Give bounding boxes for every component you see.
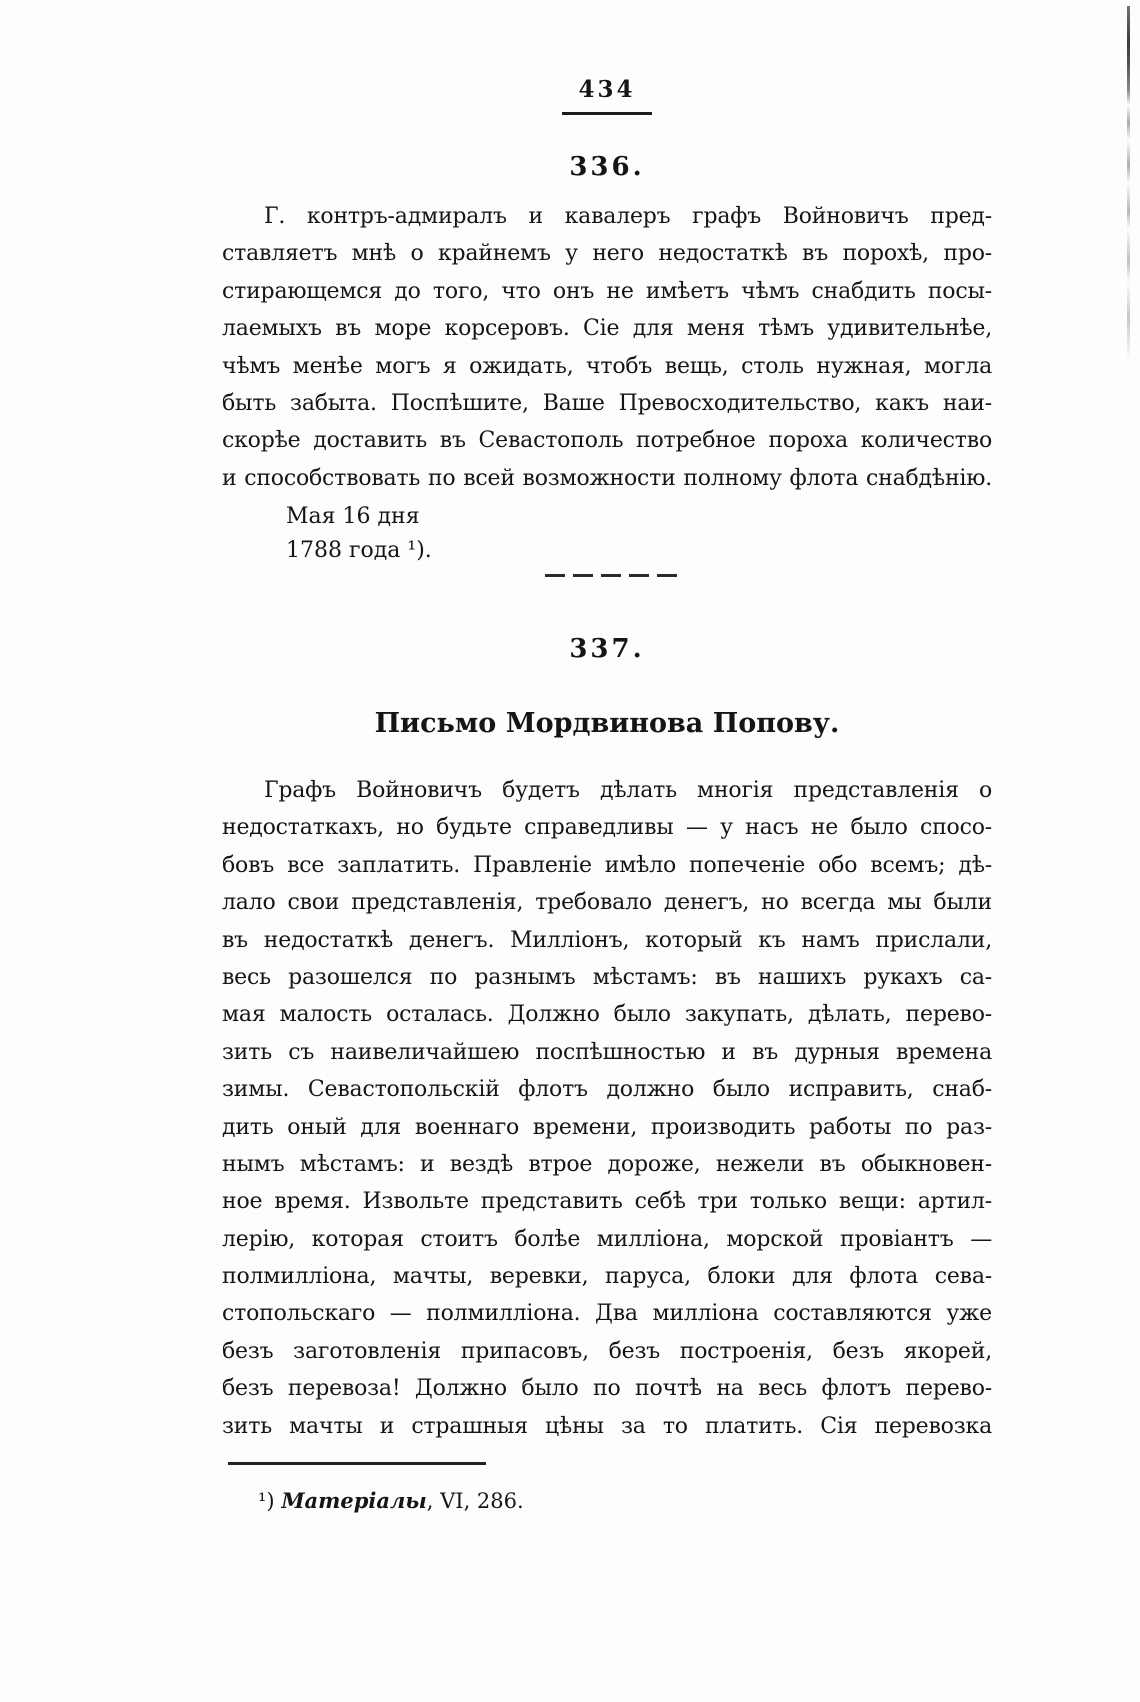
- text-line: лаемыхъ въ море корсеровъ. Сіе для меня тѣмъ удивительнѣе,: [222, 316, 992, 342]
- text-line: полмилліона, мачты, веревки, паруса, блоки для флота сева-: [222, 1264, 992, 1290]
- text-line: быть забыта. Поспѣшите, Ваше Превосходительство, какъ наи-: [222, 390, 992, 416]
- section-336-paragraph: [222, 198, 992, 497]
- letter-title: Письмо Мордвинова Попову.: [374, 708, 840, 739]
- footnote: [258, 1486, 978, 1516]
- text-line: зить съ наивеличайшею поспѣшностью и въ дурныя времена: [222, 1039, 992, 1065]
- text-line: стирающемся до того, что онъ не имѣетъ чѣмъ снабдить посы-: [222, 278, 992, 304]
- text-line: лало свои представленія, требовало денегъ, но всегда мы были: [222, 890, 992, 916]
- scan-artifact-line: [1127, 6, 1130, 360]
- text-line: въ недостаткѣ денегъ. Милліонъ, который къ намъ прислали,: [222, 927, 992, 953]
- page-number: 434: [562, 76, 651, 115]
- section-337-heading: 337.: [569, 634, 645, 664]
- text-line: Графъ Войновичъ будетъ дѣлать многія представленія о: [264, 778, 992, 803]
- footnote-citation: , VI, 286.: [426, 1489, 524, 1513]
- text-line: весь разошелся по разнымъ мѣстамъ: въ нашихъ рукахъ са-: [222, 964, 992, 990]
- text-line: нымъ мѣстамъ: и вездѣ втрое дороже, нежели въ обыкновен-: [222, 1151, 992, 1177]
- text-line: недостаткахъ, но будьте справедливы — у насъ не было спосо-: [222, 815, 992, 841]
- text-line: бовъ все заплатить. Правленіе имѣло попеченіе обо всемъ; дѣ-: [222, 852, 992, 878]
- section-divider: [545, 574, 679, 577]
- date-line: Мая 16 дня: [286, 504, 420, 529]
- footnote-rule: [228, 1462, 486, 1465]
- text-line: скорѣе доставить въ Севастополь потребное пороха количество: [222, 428, 992, 454]
- text-line: лерію, которая стоитъ болѣе милліона, морской провіантъ —: [222, 1226, 992, 1252]
- text-line: безъ перевоза! Должно было по почтѣ на весь флотъ перево-: [222, 1376, 992, 1402]
- letter-date: [286, 500, 432, 568]
- footnote-source-title: Матеріалы: [281, 1488, 427, 1513]
- page-header: [222, 76, 992, 115]
- text-line: зимы. Севастопольскій флотъ должно было исправить, снаб-: [222, 1077, 992, 1103]
- text-line: стопольскаго — полмилліона. Два милліона составляются уже: [222, 1301, 992, 1327]
- text-line: дить оный для военнаго времени, производить работы по раз-: [222, 1114, 992, 1140]
- text-line: мая малость осталась. Должно было закупать, дѣлать, перево-: [222, 1002, 992, 1028]
- text-line: Г. контръ-адмиралъ и кавалеръ графъ Войновичъ пред-: [264, 204, 992, 229]
- text-line: зить мачты и страшныя цѣны за то платить. Сія перевозка: [222, 1413, 992, 1439]
- text-line: ставляетъ мнѣ о крайнемъ у него недостаткѣ въ порохѣ, про-: [222, 241, 992, 267]
- text-line: и способствовать по всей возможности полному флота снабдѣнію.: [222, 465, 992, 491]
- section-337-paragraph: [222, 772, 992, 1445]
- section-336-heading: 336.: [569, 152, 645, 182]
- text-line: чѣмъ менѣе могъ я ожидать, чтобъ вещь, столь нужная, могла: [222, 353, 992, 379]
- footnote-marker: ¹): [258, 1489, 275, 1513]
- date-line-with-footnote-ref: 1788 года ¹).: [286, 538, 432, 563]
- text-line: безъ заготовленія припасовъ, безъ построенія, безъ якорей,: [222, 1338, 992, 1364]
- text-line: ное время. Извольте представить себѣ три только вещи: артил-: [222, 1189, 992, 1215]
